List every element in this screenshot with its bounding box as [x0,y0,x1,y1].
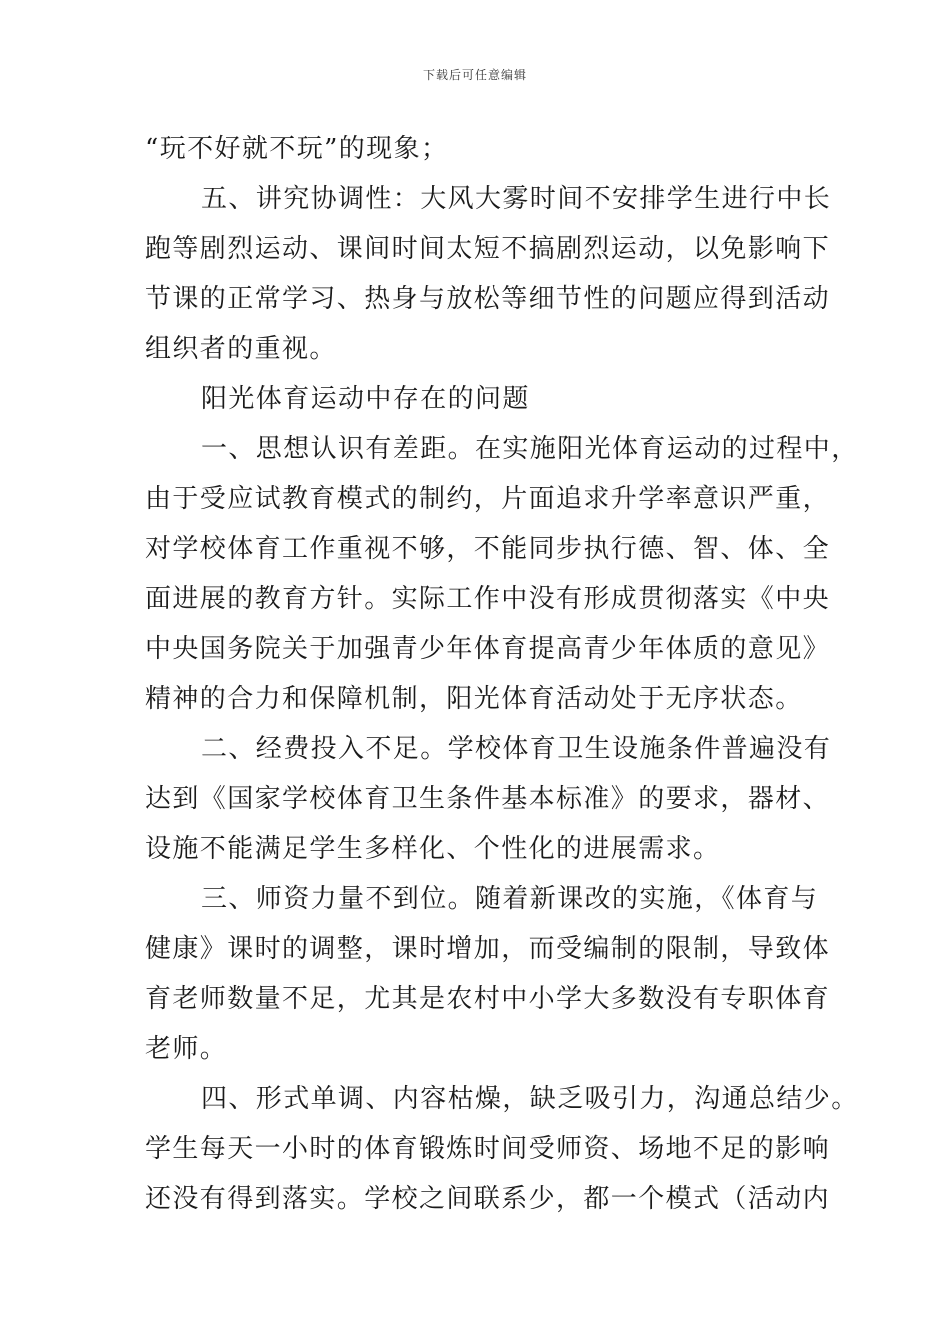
text-line: 对学校体育工作重视不够，不能同步执行德、智、体、全 [145,534,831,564]
text-line: 还没有得到落实。学校之间联系少，都一个模式（活动内 [145,1184,831,1214]
text-line: 育老师数量不足，尤其是农村中小学大多数没有专职体育 [145,984,831,1014]
paragraph-start-line: 四、形式单调、内容枯燥，缺乏吸引力，沟通总结少。 [201,1084,859,1114]
text-line: 节课的正常学习、热身与放松等细节性的问题应得到活动 [145,284,831,314]
document-body [145,124,859,1224]
text-line: 跑等剧烈运动、课间时间太短不搞剧烈运动，以免影响下 [145,234,831,264]
paragraph-start-line: 三、师资力量不到位。随着新课改的实施，《体育与 [201,884,819,914]
text-line: 设施不能满足学生多样化、个性化的进展需求。 [145,834,721,864]
text-line: 健康》课时的调整，课时增加，而受编制的限制，导致体 [145,934,831,964]
text-line: 老师。 [145,1034,228,1064]
paragraph-start-line: 一、思想认识有差距。在实施阳光体育运动的过程中， [201,434,859,464]
text-line: 精神的合力和保障机制，阳光体育活动处于无序状态。 [145,684,803,714]
text-line: 由于受应试教育模式的制约，片面追求升学率意识严重， [145,484,831,514]
text-line: 达到《国家学校体育卫生条件基本标准》的要求，器材、 [145,784,831,814]
section-heading: 阳光体育运动中存在的问题 [201,384,530,414]
paragraph-start-line: 五、讲究协调性：大风大雾时间不安排学生进行中长 [201,184,832,214]
text-line: 中央国务院关于加强青少年体育提高青少年体质的意见》 [145,634,831,664]
paragraph-start-line: 二、经费投入不足。学校体育卫生设施条件普遍没有 [201,734,832,764]
text-line: “玩不好就不玩”的现象； [145,134,449,164]
page-header: 下载后可任意编辑 [422,68,527,82]
text-line: 组织者的重视。 [145,334,337,364]
text-line: 面进展的教育方针。实际工作中没有形成贯彻落实《中央 [145,584,831,614]
text-line: 学生每天一小时的体育锻炼时间受师资、场地不足的影响 [145,1134,831,1164]
